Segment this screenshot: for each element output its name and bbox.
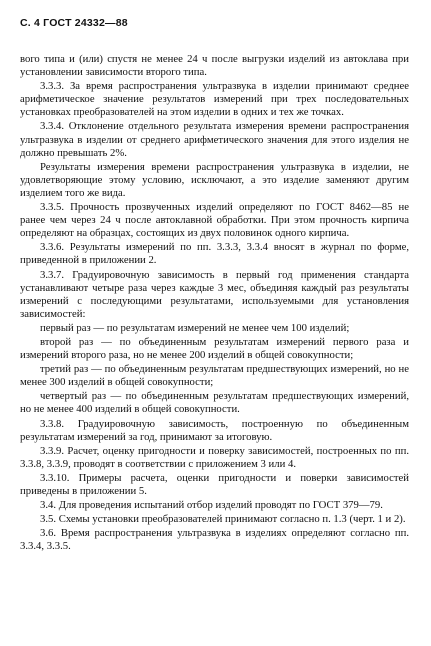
paragraph: второй раз — по объединенным результатам измерений первого раза и измерений второго раза, но не менее 200 изделий в общей совокупности; [20,335,409,362]
paragraph: вого типа и (или) спустя не менее 24 ч после выгрузки изделий из автоклава при установлении зависимости второго типа. [20,53,409,79]
paragraph: первый раз — по результатам измерений не менее чем 100 изделий; [40,321,350,334]
paragraph: 3.3.7. Градуировочную зависимость в первый год применения стандарта устанавливают четыре раза через каждые 3 мес, объединяя каждый раз результаты измерений с последующими результатами, используемыми для установления зависимостей: [20,268,409,320]
paragraph: 3.3.4. Отклонение отдельного результата измерения времени распространения ультразвука в изделии от среднего арифметического значения для этого изделия не должно превышать 2%. [20,120,409,159]
page-header: С. 4 ГОСТ 24332—88 [20,17,128,29]
paragraph: 3.5. Схемы установки преобразователей принимают согласно п. 1.3 (черт. 1 и 2). [40,513,406,526]
paragraph: четвертый раз — по объединенным результатам предшествующих измерений, но не менее 400 изделий в общей совокупности. [20,390,409,416]
paragraph: третий раз — по объединенным результатам предшествующих измерений, но не менее 300 изделий в общей совокупности; [20,363,409,389]
paragraph: 3.4. Для проведения испытаний отбор изделий проводят по ГОСТ 379—79. [40,499,383,512]
paragraph: 3.3.8. Градуировочную зависимость, построенную по объединенным результатам измерений за год, принимают за итоговую. [20,417,409,443]
paragraph: 3.3.3. За время распространения ультразвука в изделии принимают среднее арифметическое значение результатов измерений при трех последовательных установках преобразователей на этом изделии в одних и тех же точках. [20,80,409,119]
paragraph: Результаты измерения времени распространения ультразвука в изделии, не удовлетворяющие этому условию, исключают, а это изделие заменяют другим изделием того же вида. [20,160,409,199]
document-body [20,53,409,553]
paragraph: 3.3.5. Прочность прозвученных изделий определяют по ГОСТ 8462—85 не ранее чем через 24 ч после автоклавной обработки. При этом прочность кирпича определяют на образцах, состоящих из двух половинок одного кирпича. [20,201,409,240]
paragraph: 3.3.10. Примеры расчета, оценки пригодности и поверки зависимостей приведены в приложении 5. [20,471,409,497]
paragraph: 3.6. Время распространения ультразвука в изделиях определяют согласно пп. 3.3.4, 3.3.5. [20,527,409,553]
paragraph: 3.3.6. Результаты измерений по пп. 3.3.3, 3.3.4 вносят в журнал по форме, приведенной в приложении 2. [20,241,409,267]
paragraph: 3.3.9. Расчет, оценку пригодности и поверку зависимостей, построенных по пп. 3.3.8, 3.3.9, проводят в соответствии с приложением 3 или 4. [20,444,409,470]
